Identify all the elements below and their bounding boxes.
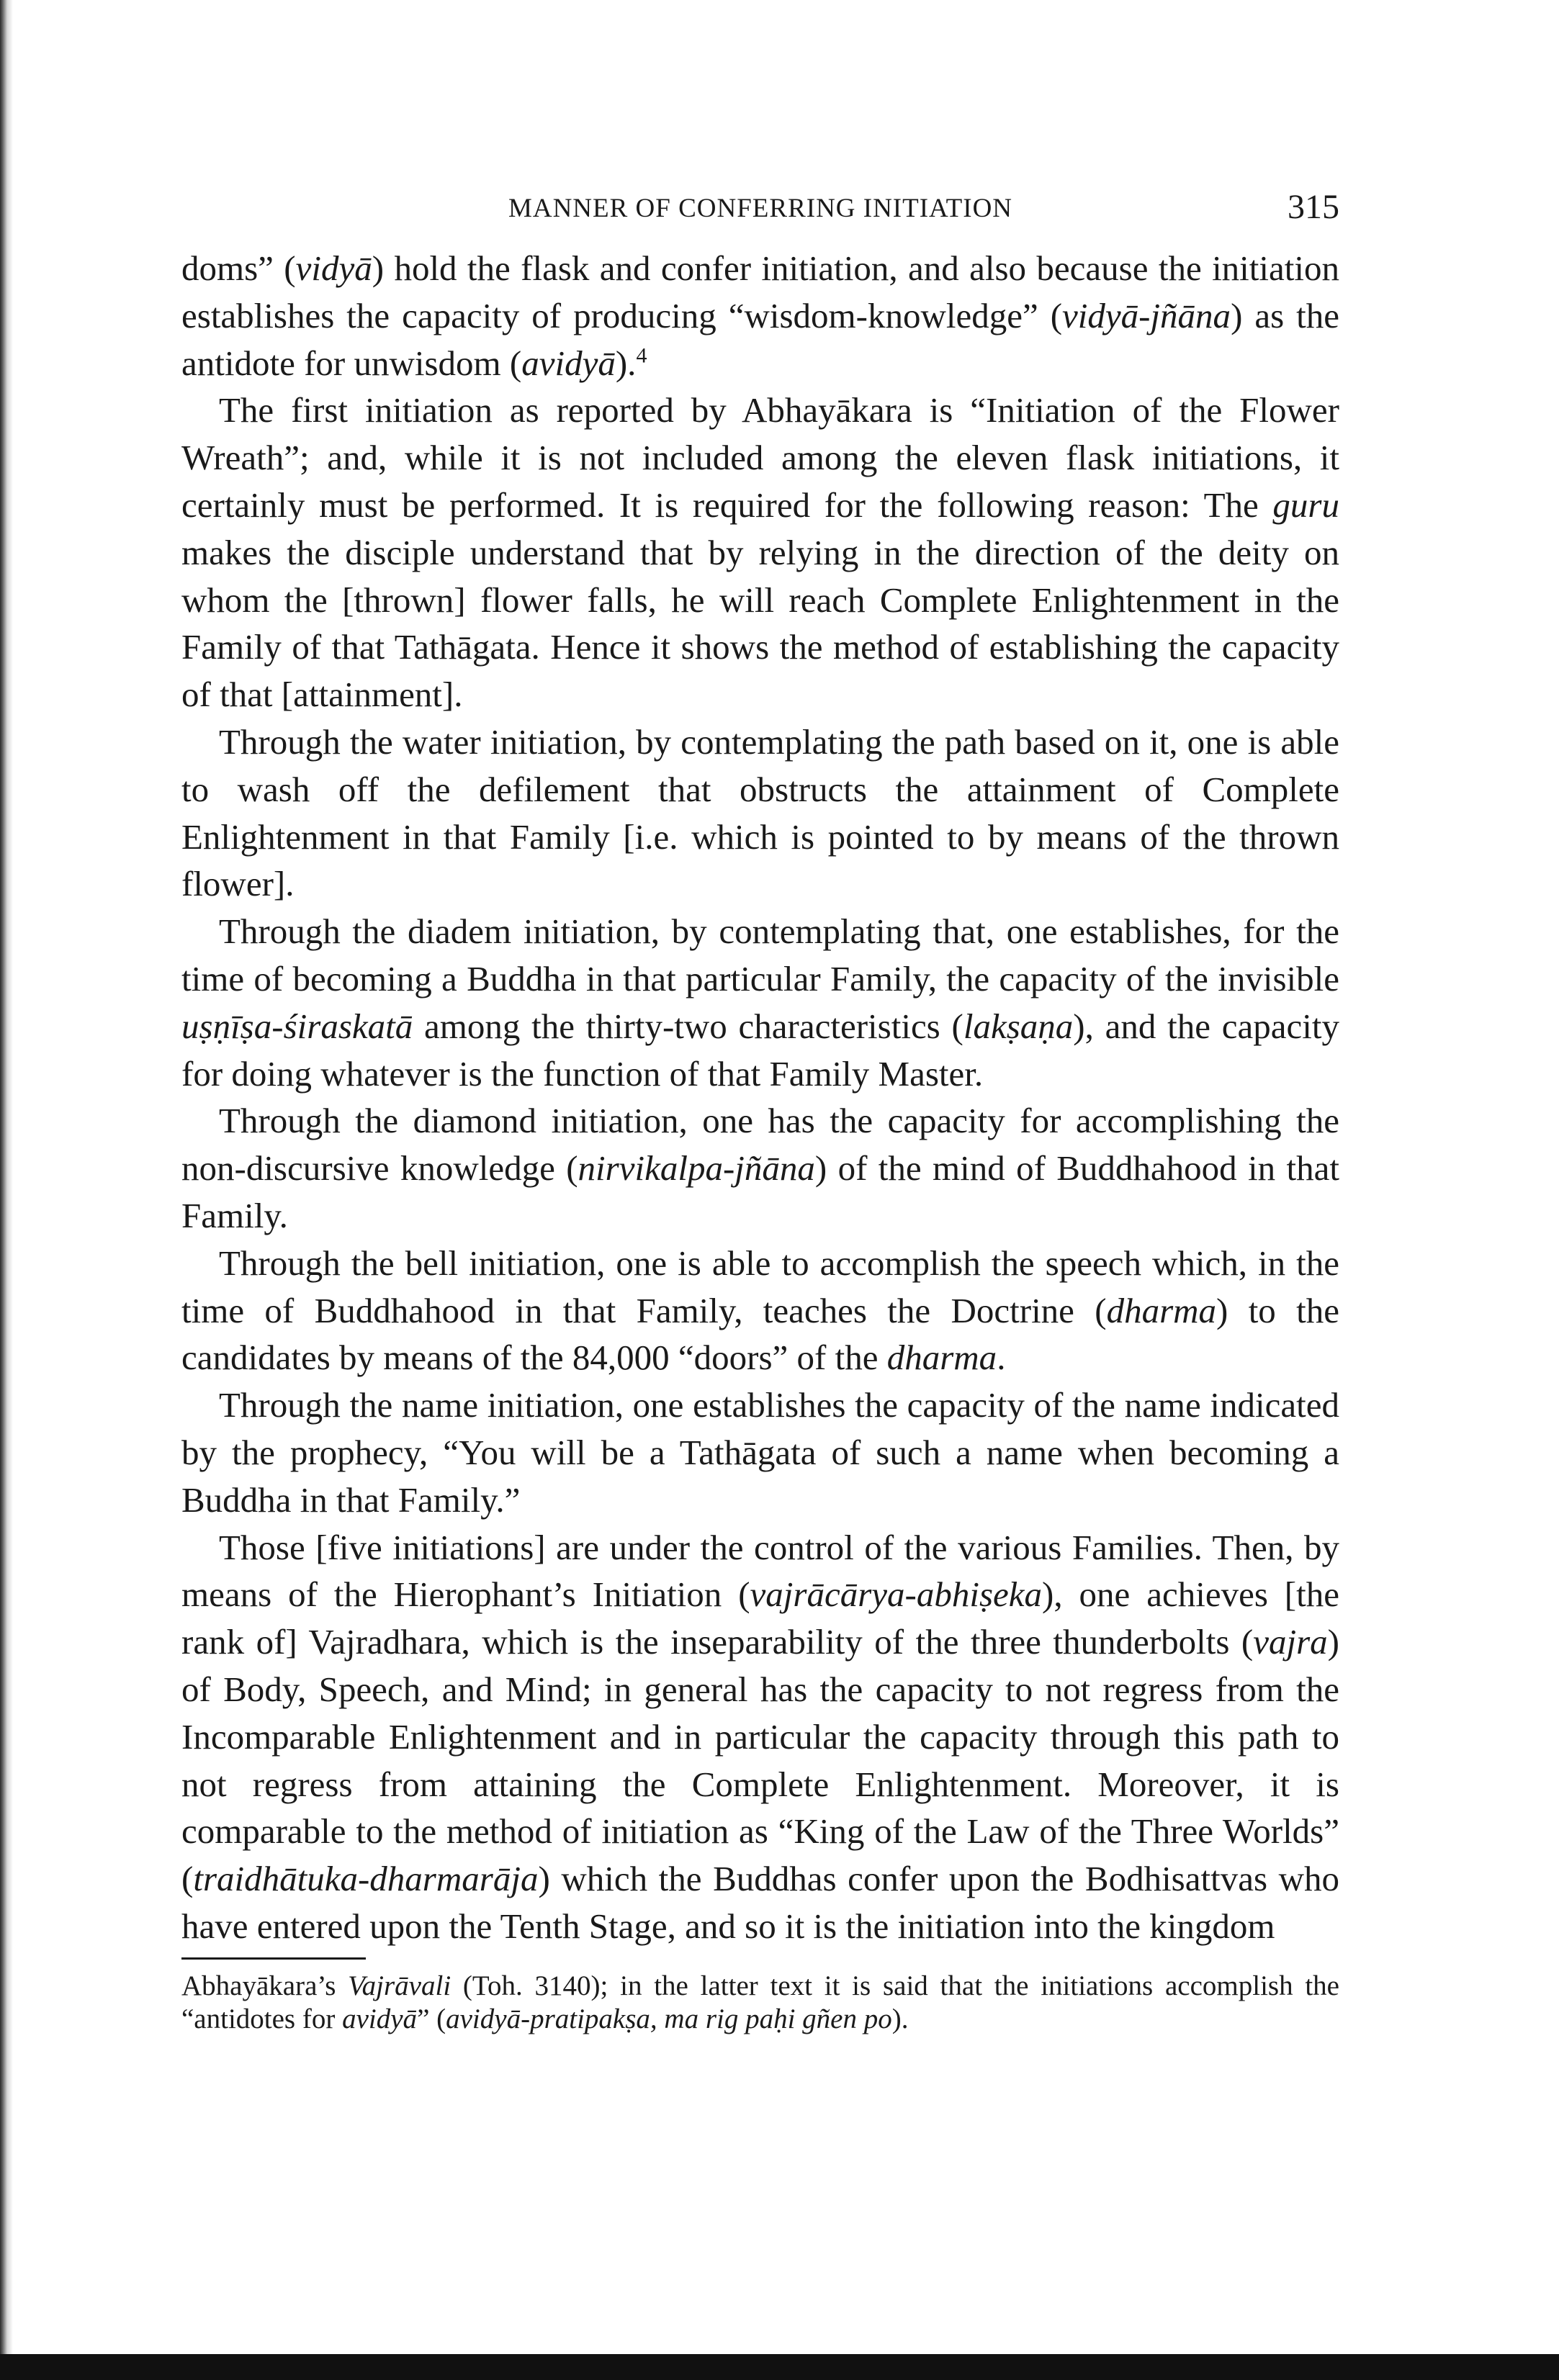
scan-shadow-bottom-edge bbox=[0, 2354, 1559, 2380]
italic-term: traidhātuka-dharmarāja bbox=[193, 1859, 539, 1899]
italic-term: uṣṇīṣa-śiraskatā bbox=[181, 1006, 413, 1046]
text-run: ). bbox=[615, 343, 637, 383]
text-run: . bbox=[997, 1338, 1006, 1378]
footnote-divider bbox=[181, 1957, 366, 1960]
footnote bbox=[181, 1970, 1339, 2036]
running-title: MANNER OF CONFERRING INITIATION bbox=[508, 194, 1013, 223]
italic-term: dharma bbox=[886, 1338, 997, 1378]
text-run: ) of Body, Speech, and Mind; in general has the capacity to not regress from the Incomparable Enlightenment and in particular the capacity through this path to not regress from attaining the Complete Enlightenment. Moreover, it is comparable to the method of initiation as “King of the Law of the Three Worlds” ( bbox=[181, 1622, 1339, 1899]
text-run: among the thirty-two characteristics ( bbox=[413, 1006, 963, 1046]
body-text bbox=[181, 245, 1339, 1950]
text-run: ) to the candidates by means of the 84,000 “doors” of the bbox=[181, 1290, 1339, 1378]
page-content bbox=[181, 180, 1339, 2036]
text-run: Those [five initiations] are under the control of the various Families. Then, by means of the Hierophant’s Initiation ( bbox=[181, 1527, 1339, 1615]
paragraph-1 bbox=[181, 245, 1339, 387]
italic-term: avidyā bbox=[521, 343, 616, 383]
paragraph-5 bbox=[181, 1097, 1339, 1239]
italic-term: avidyā bbox=[342, 2003, 418, 2034]
running-head bbox=[181, 180, 1339, 245]
italic-term: vajra bbox=[1253, 1622, 1328, 1662]
text-run: ), and the capacity for doing whatever is the function of that Family Master. bbox=[181, 1006, 1339, 1094]
text-run: makes the disciple understand that by relying in the direction of the deity on whom the [thrown] flower falls, he will reach Complete Enlightenment in the Family of that Tathāgata. Hence it shows the method of establishing the capacity of that [attainment]. bbox=[181, 532, 1339, 715]
italic-term: vidyā bbox=[295, 248, 372, 288]
italic-term: dharma bbox=[1106, 1290, 1217, 1330]
text-run: doms” ( bbox=[181, 248, 296, 288]
text-run: Abhayākara’s bbox=[181, 1970, 349, 2001]
text-run: The first initiation as reported by Abhayākara is “Initiation of the Flower Wreath”; and, while it is not included among the eleven flask initiations, it certainly must be performed. It is required for the following reason: The bbox=[181, 390, 1339, 525]
page-number: 315 bbox=[1288, 188, 1339, 226]
text-run: ) as the antidote for unwisdom ( bbox=[181, 295, 1340, 383]
paragraph-7: Through the name initiation, one establishes the capacity of the name indicated by the prophecy, “You will be a Tathāgata of such a name when becoming a Buddha in that Family.” bbox=[181, 1385, 1339, 1520]
italic-term: avidyā-pratipakṣa, ma rig paḥi gñen po bbox=[446, 2003, 892, 2034]
italic-term: vidyā-jñāna bbox=[1062, 295, 1231, 335]
scan-shadow-left-edge bbox=[0, 0, 13, 2380]
paragraph-6 bbox=[181, 1240, 1339, 1381]
italic-term: guru bbox=[1272, 484, 1339, 525]
text-run: ), one achieves [the rank of] Vajradhara, which is the inseparability of the three thunderbolts ( bbox=[181, 1574, 1339, 1662]
paragraph-2 bbox=[181, 387, 1339, 718]
text-run: ). bbox=[891, 2003, 909, 2034]
italic-term: Vajrāvali bbox=[348, 1970, 451, 2001]
italic-term: vajrācārya-abhiṣeka bbox=[750, 1574, 1043, 1615]
paragraph-8 bbox=[181, 1524, 1339, 1950]
text-run: ) of the mind of Buddhahood in that Family. bbox=[181, 1148, 1339, 1235]
paragraph-3: Through the water initiation, by contemplating the path based on it, one is able to wash off the defilement that obstructs the attainment of Complete Enlightenment in that Family [i.e. which is pointed to by means of the thrown flower]. bbox=[181, 721, 1339, 904]
text-run: (Toh. 3140); in the latter text it is said that the initiations accomplish the “antidotes for bbox=[181, 1970, 1339, 2034]
text-run: ) which the Buddhas confer upon the Bodhisattvas who have entered upon the Tenth Stage, and so it is the initiation into the kingdom bbox=[181, 1859, 1339, 1946]
text-run: ) hold the flask and confer initiation, and also because the initiation establishes the capacity of producing “wisdom-knowledge” ( bbox=[181, 248, 1340, 335]
text-run: Through the diamond initiation, one has the capacity for accomplishing the non-discursive knowledge ( bbox=[181, 1101, 1339, 1189]
text-run: Through the bell initiation, one is able to accomplish the speech which, in the time of Buddhahood in that Family, teaches the Doctrine ( bbox=[181, 1243, 1339, 1330]
footnote-marker: 4 bbox=[636, 343, 647, 368]
italic-term: lakṣaṇa bbox=[963, 1006, 1074, 1046]
paragraph-4 bbox=[181, 908, 1339, 1097]
italic-term: nirvikalpa-jñāna bbox=[578, 1148, 815, 1189]
text-run: Through the diadem initiation, by contemplating that, one establishes, for the time of becoming a Buddha in that particular Family, the capacity of the invisible bbox=[181, 911, 1339, 999]
text-run: ” ( bbox=[417, 2003, 446, 2034]
